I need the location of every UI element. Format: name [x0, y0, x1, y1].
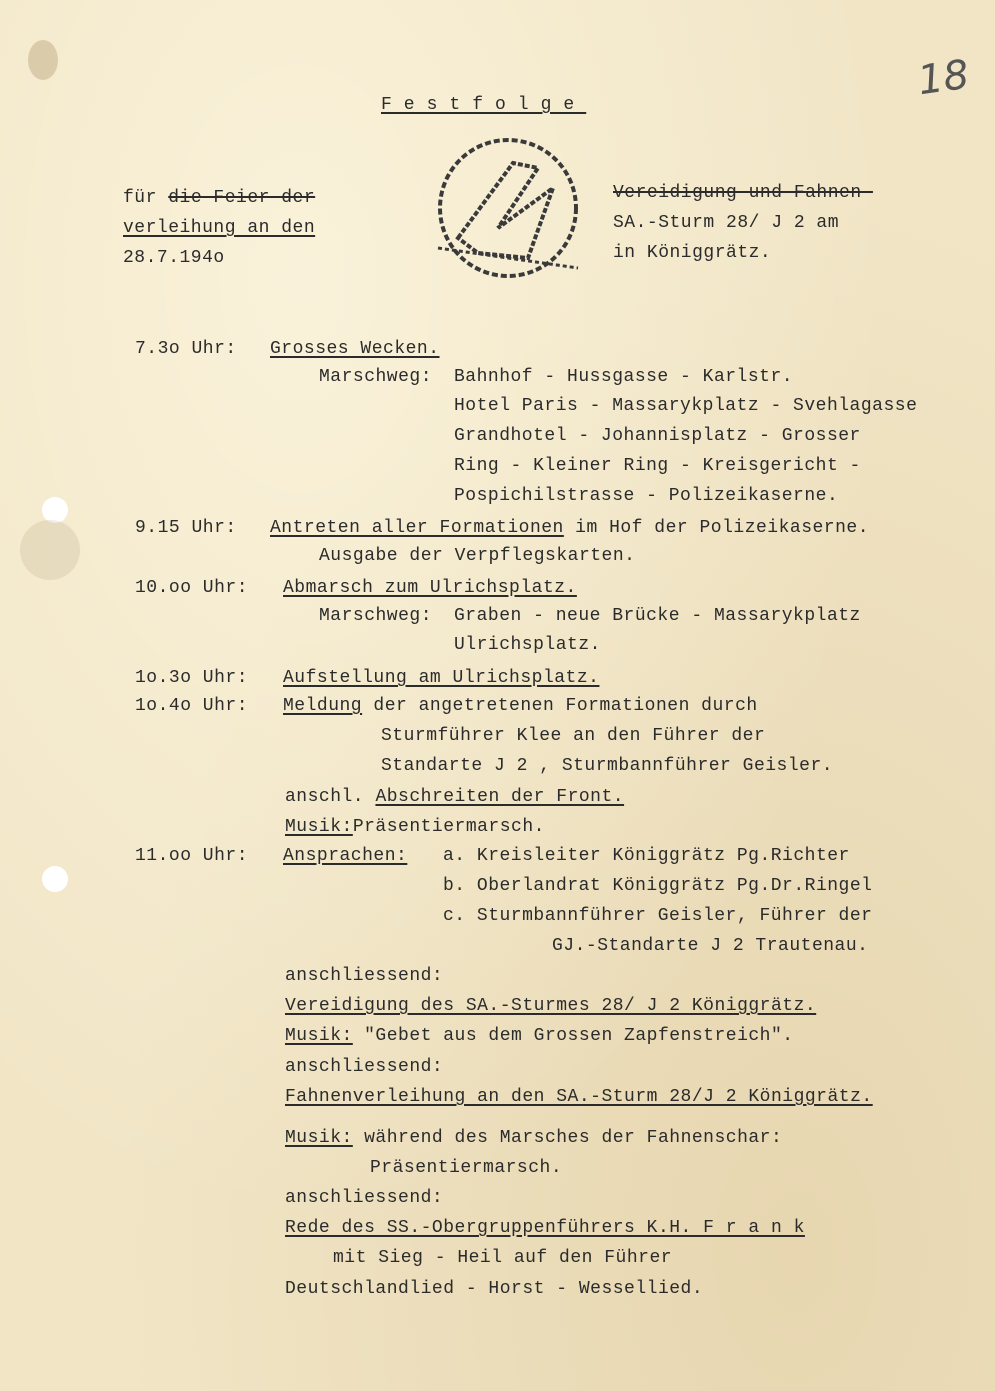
stain [28, 40, 58, 80]
program-subline: Präsentiermarsch. [370, 1158, 563, 1178]
program-line: Antreten aller Formationen im Hof der Polizeikaserne. [270, 518, 870, 538]
program-title: Vereidigung des SA.-Sturmes 28/ J 2 Königgrätz. [285, 996, 817, 1016]
time-label: 11.oo Uhr: [135, 846, 249, 866]
program-title: Grosses Wecken. [270, 339, 440, 359]
time-label: 1o.3o Uhr: [135, 668, 249, 688]
header-right-line3: in Königgrätz. [613, 243, 772, 263]
route-label: Marschweg: [319, 606, 433, 626]
header-left-line2: verleihung an den [123, 218, 316, 238]
program-line: Musik:Präsentiermarsch. [285, 817, 545, 837]
route-line: Grandhotel - Johannisplatz - Grosser [454, 426, 861, 446]
header-left-line3: 28.7.194o [123, 248, 225, 268]
header-right-line2: SA.-Sturm 28/ J 2 am [613, 213, 840, 233]
program-line: anschliessend: [285, 1057, 444, 1077]
program-line: anschliessend: [285, 1188, 444, 1208]
time-label: 7.3o Uhr: [135, 339, 237, 359]
sa-emblem-stamp [418, 128, 593, 283]
stain [20, 520, 80, 580]
program-line: Meldung der angetretenen Formationen durch [283, 696, 758, 716]
program-line: Deutschlandlied - Horst - Wessellied. [285, 1279, 704, 1299]
time-label: 10.oo Uhr: [135, 578, 249, 598]
program-line: anschliessend: [285, 966, 444, 986]
route-line: Ring - Kleiner Ring - Kreisgericht - [454, 456, 861, 476]
program-title: Rede des SS.-Obergruppenführers K.H. F r a n k [285, 1218, 805, 1238]
program-line: anschl. Abschreiten der Front. [285, 787, 625, 807]
program-subline: Sturmführer Klee an den Führer der [381, 726, 766, 746]
route-line: Bahnhof - Hussgasse - Karlstr. [454, 367, 794, 387]
document-title: Festfolge [381, 95, 587, 115]
speech-item: a. Kreisleiter Königgrätz Pg.Richter [443, 846, 850, 866]
program-line: Musik: "Gebet aus dem Grossen Zapfenstreich". [285, 1026, 794, 1046]
page-number: 18 [915, 51, 972, 105]
program-subline: Ausgabe der Verpflegskarten. [319, 546, 636, 566]
route-label: Marschweg: [319, 367, 433, 387]
time-label: 1o.4o Uhr: [135, 696, 249, 716]
time-label: 9.15 Uhr: [135, 518, 237, 538]
program-title: Aufstellung am Ulrichsplatz. [283, 668, 600, 688]
program-title: Ansprachen: [283, 846, 408, 866]
punch-hole [42, 497, 68, 523]
program-line: Musik: während des Marsches der Fahnenschar: [285, 1128, 783, 1148]
route-line: Ulrichsplatz. [454, 635, 601, 655]
speech-item: c. Sturmbannführer Geisler, Führer der [443, 906, 873, 926]
route-line: Graben - neue Brücke - Massarykplatz [454, 606, 861, 626]
header-left-line1: für die Feier der [123, 188, 316, 208]
program-subline: mit Sieg - Heil auf den Führer [333, 1248, 673, 1268]
route-line: Hotel Paris - Massarykplatz - Svehlagasse [454, 396, 918, 416]
program-subline: Standarte J 2 , Sturmbannführer Geisler. [381, 756, 834, 776]
speech-item: b. Oberlandrat Königgrätz Pg.Dr.Ringel [443, 876, 873, 896]
program-title: Abmarsch zum Ulrichsplatz. [283, 578, 577, 598]
speech-item: GJ.-Standarte J 2 Trautenau. [552, 936, 869, 956]
punch-hole [42, 866, 68, 892]
program-title: Fahnenverleihung an den SA.-Sturm 28/J 2 Königgrätz. [285, 1087, 873, 1107]
route-line: Pospichilstrasse - Polizeikaserne. [454, 486, 839, 506]
header-right-line1: Vereidigung und Fahnen- [613, 183, 873, 203]
